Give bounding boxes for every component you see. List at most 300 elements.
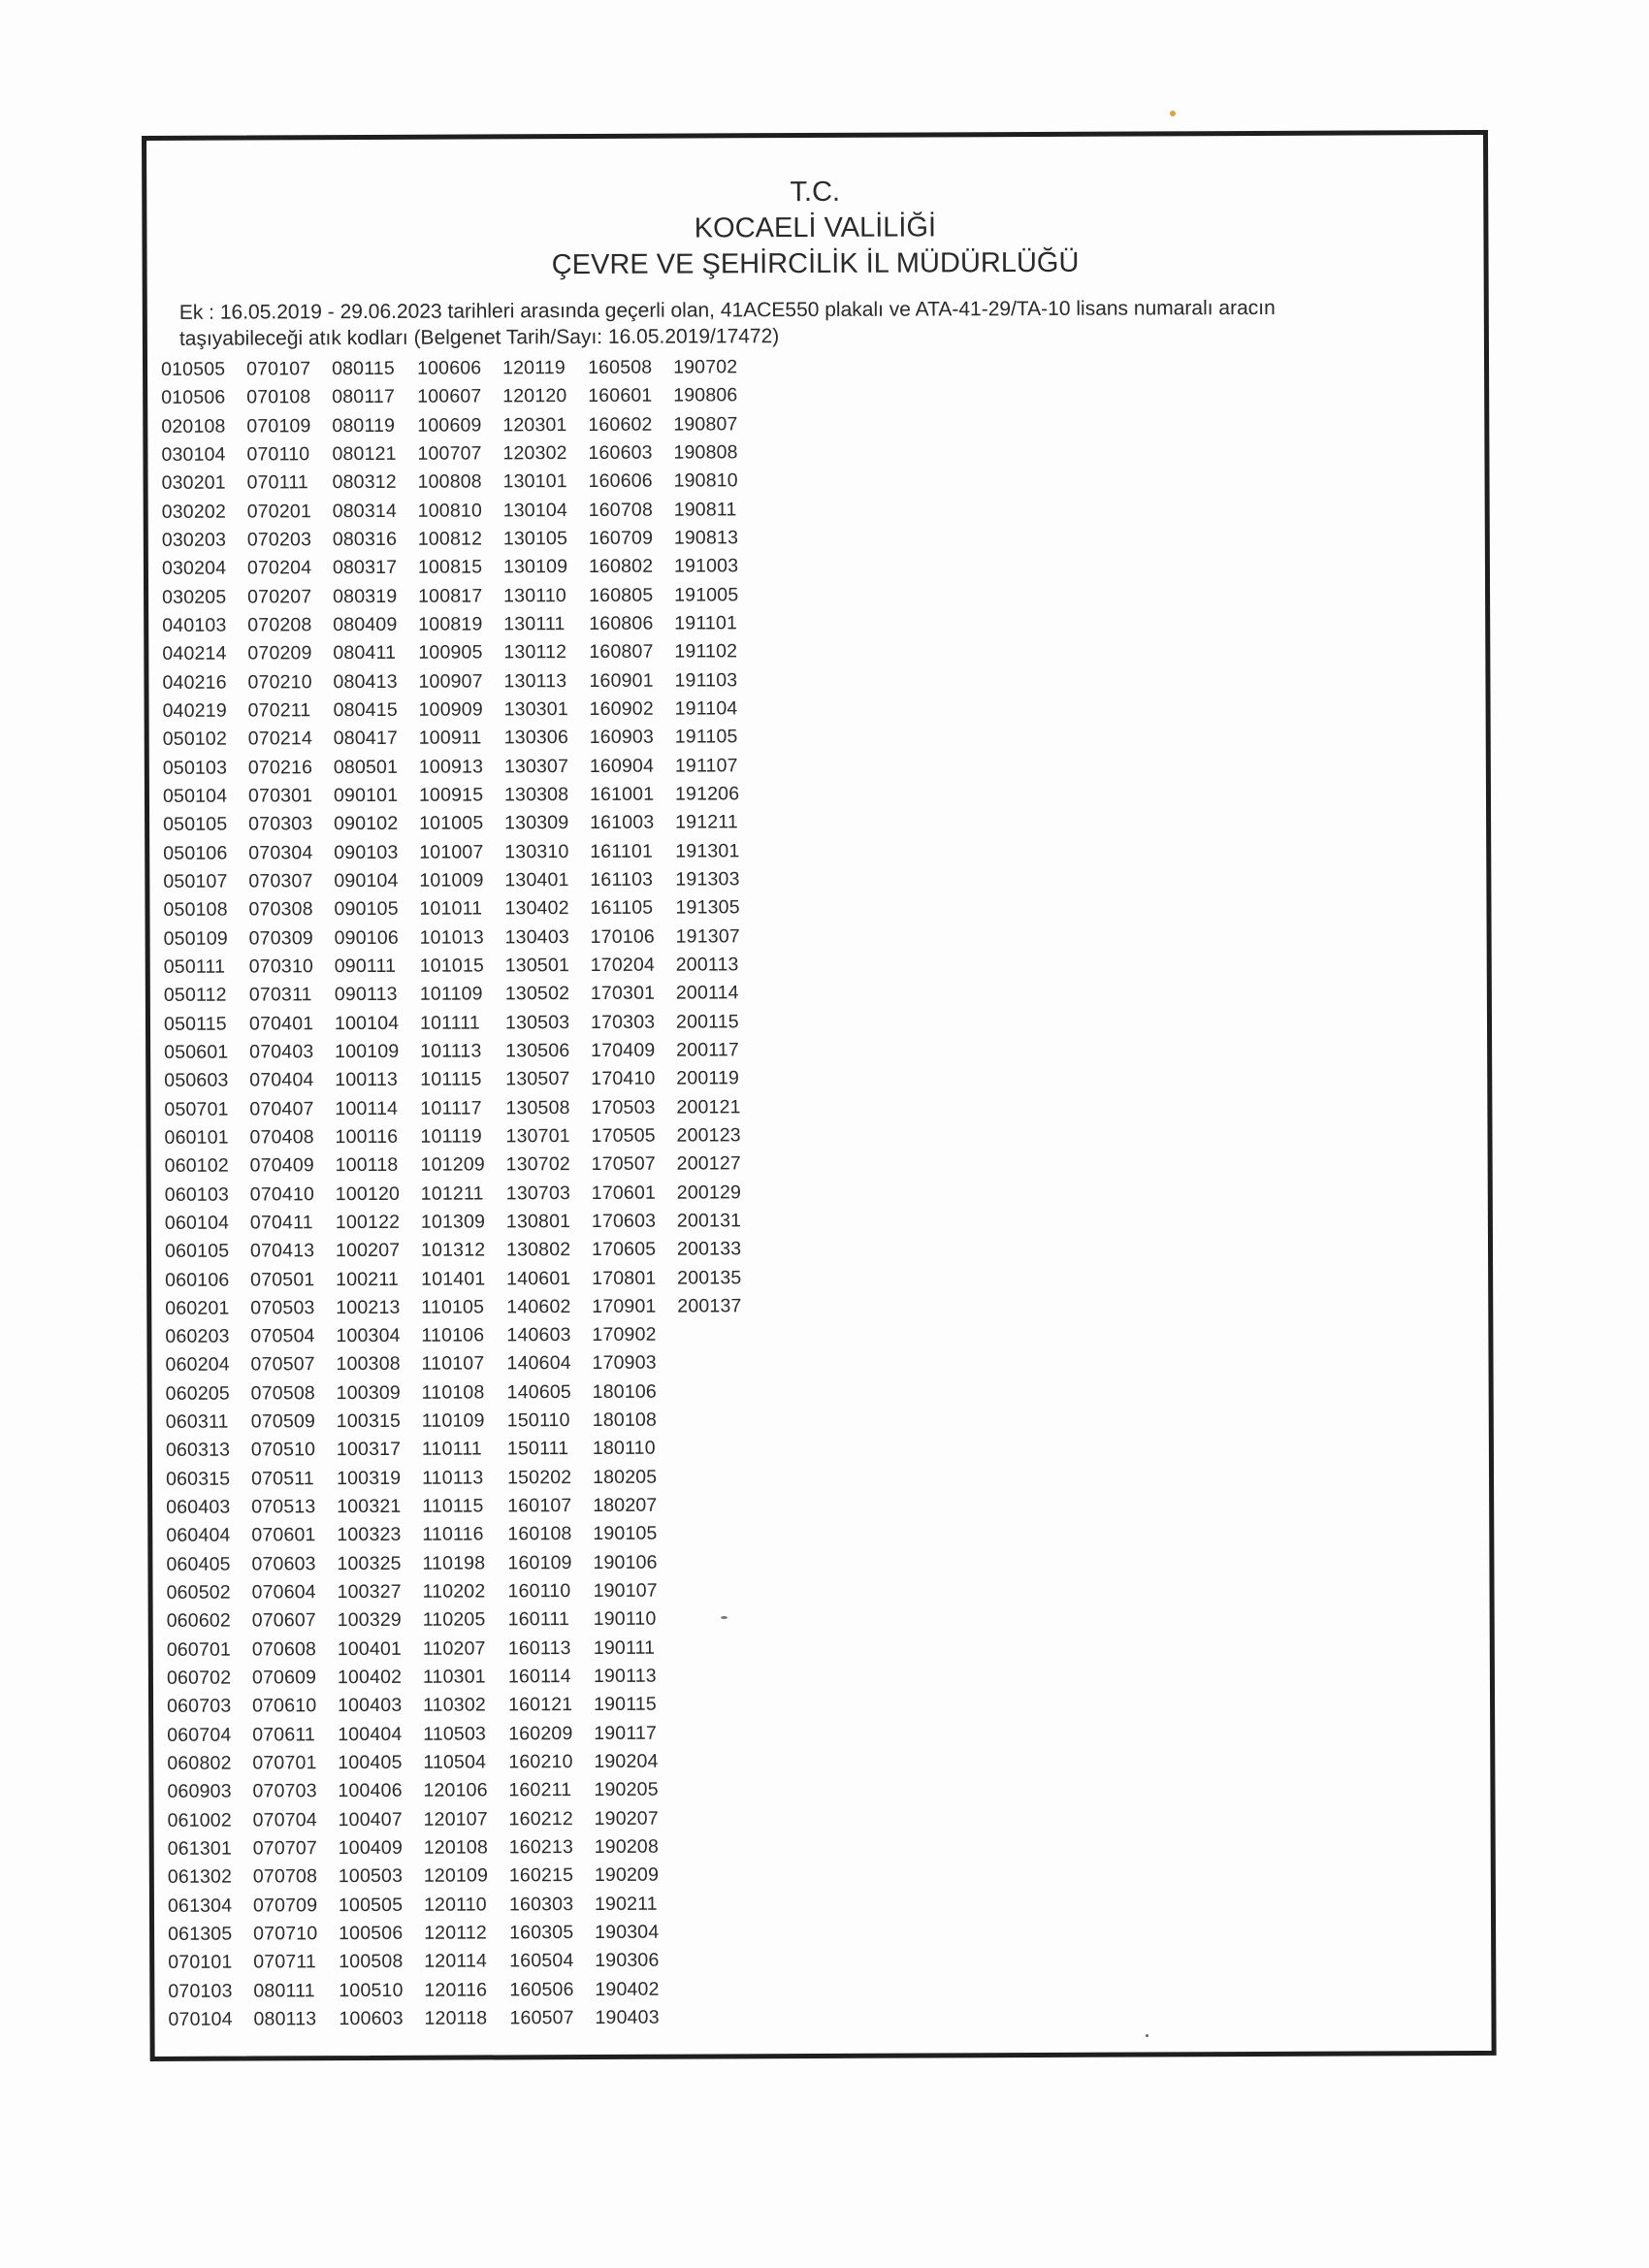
waste-code: 090101 bbox=[333, 784, 399, 807]
intro-line-2: taşıyabileceği atık kodları (Belgenet Tarih/Sayı: 16.05.2019/17472) bbox=[178, 325, 780, 350]
waste-code: 160108 bbox=[507, 1523, 572, 1545]
waste-code: 170507 bbox=[591, 1152, 656, 1176]
waste-code: 110105 bbox=[421, 1296, 485, 1318]
waste-code: 090111 bbox=[334, 955, 397, 978]
waste-code: 140601 bbox=[506, 1267, 571, 1289]
waste-code: 100325 bbox=[337, 1552, 402, 1574]
waste-code: 130702 bbox=[505, 1153, 570, 1176]
waste-code: 170902 bbox=[592, 1323, 657, 1346]
waste-code: 190106 bbox=[593, 1551, 658, 1573]
waste-code: 100505 bbox=[338, 1894, 404, 1916]
waste-code: 100323 bbox=[337, 1524, 402, 1546]
waste-code: 100915 bbox=[418, 784, 484, 806]
waste-code: 130309 bbox=[504, 812, 569, 834]
waste-code: 200133 bbox=[676, 1238, 742, 1260]
waste-code-table bbox=[161, 353, 766, 2034]
waste-code: 200135 bbox=[677, 1266, 742, 1289]
waste-code: 080117 bbox=[332, 386, 396, 408]
waste-code: 160215 bbox=[508, 1864, 574, 1887]
waste-code: 170605 bbox=[591, 1238, 657, 1261]
waste-code: 160709 bbox=[588, 527, 654, 549]
waste-code: 080121 bbox=[332, 442, 397, 466]
waste-code: 170505 bbox=[591, 1124, 656, 1147]
waste-code: 100506 bbox=[339, 1922, 404, 1945]
waste-code: 160901 bbox=[589, 669, 654, 692]
waste-code: 130403 bbox=[504, 925, 569, 948]
waste-code: 160903 bbox=[589, 726, 655, 749]
waste-code: 100510 bbox=[339, 1979, 404, 2001]
waste-code: 100607 bbox=[417, 385, 482, 408]
waste-code: 070709 bbox=[252, 1894, 318, 1917]
waste-code: 100329 bbox=[337, 1609, 403, 1632]
waste-code: 190811 bbox=[673, 498, 737, 521]
waste-code: 190207 bbox=[594, 1807, 659, 1830]
waste-code: 200137 bbox=[677, 1295, 742, 1317]
waste-code: 070511 bbox=[250, 1468, 314, 1490]
waste-code: 050104 bbox=[162, 785, 228, 807]
waste-code: 130301 bbox=[503, 698, 568, 721]
waste-code: 110202 bbox=[422, 1580, 486, 1603]
waste-code: 130801 bbox=[505, 1210, 571, 1233]
waste-code: 080314 bbox=[332, 500, 398, 522]
waste-code: 070508 bbox=[250, 1382, 315, 1405]
waste-code: 010505 bbox=[161, 358, 226, 380]
waste-code: 080312 bbox=[332, 471, 397, 494]
code-column bbox=[502, 354, 596, 2033]
waste-code: 050701 bbox=[164, 1098, 229, 1120]
waste-code: 140602 bbox=[506, 1295, 571, 1318]
waste-code: 200119 bbox=[676, 1067, 740, 1089]
waste-code: 060602 bbox=[166, 1610, 232, 1633]
waste-code: 070208 bbox=[247, 614, 312, 636]
waste-code: 120106 bbox=[423, 1779, 488, 1802]
waste-code: 050106 bbox=[163, 842, 228, 864]
waste-code: 100113 bbox=[335, 1069, 399, 1091]
waste-code: 130503 bbox=[504, 1011, 570, 1033]
waste-code: 130401 bbox=[504, 868, 569, 891]
waste-code: 100321 bbox=[337, 1495, 402, 1518]
waste-code: 080409 bbox=[333, 613, 398, 636]
waste-code: 110109 bbox=[421, 1409, 485, 1432]
waste-code: 100327 bbox=[337, 1580, 402, 1604]
waste-code: 070609 bbox=[251, 1667, 317, 1689]
waste-code: 160507 bbox=[509, 2007, 574, 2029]
waste-code: 070409 bbox=[249, 1154, 314, 1177]
waste-code: 060311 bbox=[165, 1410, 229, 1434]
waste-code: 080119 bbox=[332, 414, 396, 437]
intro-text bbox=[179, 294, 1470, 352]
waste-code: 100808 bbox=[417, 470, 482, 494]
intro-line-1: Ek : 16.05.2019 - 29.06.2023 tarihleri arasında geçerli olan, 41ACE550 plakalı ve ATA-41-29/TA-10 lisans numaralı aracın bbox=[178, 296, 1276, 324]
code-column bbox=[673, 353, 766, 2032]
waste-code: 070410 bbox=[249, 1183, 315, 1206]
waste-code: 060502 bbox=[166, 1581, 231, 1604]
waste-code: 070507 bbox=[250, 1353, 315, 1377]
waste-code: 090103 bbox=[334, 841, 399, 863]
waste-code: 061304 bbox=[167, 1895, 233, 1917]
waste-code: 080415 bbox=[333, 698, 398, 722]
waste-code: 101117 bbox=[420, 1097, 482, 1119]
waste-code: 160211 bbox=[508, 1779, 572, 1801]
waste-code: 120302 bbox=[502, 442, 567, 465]
waste-code: 100812 bbox=[417, 528, 483, 550]
waste-code: 050115 bbox=[163, 1013, 227, 1035]
waste-code: 130701 bbox=[505, 1124, 570, 1148]
waste-code: 040219 bbox=[162, 699, 227, 722]
waste-code: 060403 bbox=[166, 1496, 231, 1519]
waste-code: 040214 bbox=[162, 642, 227, 665]
waste-code: 120119 bbox=[502, 357, 566, 379]
waste-code: 070204 bbox=[246, 557, 312, 579]
waste-code: 191005 bbox=[674, 583, 739, 606]
waste-code: 190117 bbox=[594, 1722, 658, 1744]
waste-code: 120301 bbox=[502, 413, 567, 437]
waste-code: 130310 bbox=[504, 840, 569, 862]
waste-code: 120118 bbox=[424, 2007, 488, 2029]
waste-code: 130802 bbox=[505, 1239, 571, 1261]
waste-code: 061305 bbox=[168, 1923, 233, 1945]
waste-code: 020108 bbox=[161, 415, 226, 437]
code-column bbox=[246, 355, 340, 2034]
waste-code: 191303 bbox=[675, 868, 740, 891]
waste-code: 060106 bbox=[165, 1269, 230, 1291]
waste-code: 100707 bbox=[417, 442, 482, 465]
waste-code: 130111 bbox=[503, 613, 566, 635]
waste-code: 060702 bbox=[166, 1667, 232, 1689]
waste-code: 050102 bbox=[162, 728, 228, 751]
waste-code: 070413 bbox=[249, 1240, 315, 1262]
waste-code: 070701 bbox=[252, 1752, 317, 1774]
waste-code: 101119 bbox=[420, 1125, 482, 1148]
waste-code: 100317 bbox=[336, 1439, 402, 1461]
waste-code: 060703 bbox=[167, 1696, 232, 1718]
waste-code: 090113 bbox=[334, 984, 398, 1006]
waste-code: 070503 bbox=[250, 1297, 315, 1319]
waste-code: 070101 bbox=[168, 1951, 233, 1974]
waste-code: 110106 bbox=[421, 1324, 485, 1346]
waste-code: 030205 bbox=[162, 586, 227, 608]
waste-code: 070601 bbox=[251, 1524, 316, 1546]
waste-code: 150202 bbox=[506, 1466, 572, 1489]
waste-code: 100911 bbox=[418, 727, 482, 750]
waste-code: 070104 bbox=[168, 2008, 233, 2030]
waste-code: 070304 bbox=[248, 841, 313, 864]
waste-code: 070610 bbox=[252, 1695, 317, 1717]
waste-code: 110107 bbox=[421, 1352, 485, 1376]
waste-code: 170410 bbox=[591, 1067, 656, 1090]
waste-code: 161003 bbox=[590, 811, 655, 834]
waste-code: 180205 bbox=[592, 1466, 658, 1488]
waste-code: 191307 bbox=[675, 924, 740, 948]
waste-code: 130306 bbox=[503, 727, 569, 749]
waste-code: 160121 bbox=[508, 1694, 573, 1716]
waste-code: 050105 bbox=[163, 813, 228, 836]
waste-code: 060405 bbox=[166, 1553, 231, 1575]
code-column bbox=[588, 354, 681, 2033]
waste-code: 100609 bbox=[417, 414, 482, 437]
waste-code: 200114 bbox=[675, 982, 739, 1004]
waste-code: 200123 bbox=[676, 1124, 741, 1147]
waste-code: 070707 bbox=[252, 1837, 318, 1860]
waste-code: 110205 bbox=[422, 1608, 486, 1632]
waste-code: 100315 bbox=[336, 1409, 402, 1433]
waste-code: 060104 bbox=[164, 1212, 230, 1234]
waste-code: 060802 bbox=[167, 1752, 232, 1774]
waste-code: 100404 bbox=[338, 1723, 403, 1745]
waste-code: 100508 bbox=[339, 1951, 404, 1973]
waste-code: 070110 bbox=[246, 443, 310, 466]
waste-code: 101005 bbox=[419, 812, 484, 835]
waste-code: 130402 bbox=[504, 897, 569, 920]
waste-code: 160904 bbox=[589, 755, 655, 777]
waste-code: 050111 bbox=[163, 956, 226, 978]
waste-code: 101115 bbox=[420, 1068, 482, 1090]
waste-code: 191104 bbox=[674, 697, 738, 720]
waste-code: 070604 bbox=[251, 1581, 316, 1604]
waste-code: 070108 bbox=[246, 386, 311, 408]
waste-code: 150110 bbox=[506, 1409, 570, 1432]
waste-code: 060201 bbox=[165, 1297, 230, 1319]
waste-code: 060102 bbox=[164, 1154, 229, 1178]
waste-code: 130104 bbox=[502, 499, 568, 522]
waste-code: 100319 bbox=[336, 1467, 402, 1489]
waste-code: 100406 bbox=[338, 1780, 403, 1802]
waste-code: 100407 bbox=[338, 1808, 403, 1831]
waste-code: 070207 bbox=[247, 585, 312, 608]
waste-code: 130506 bbox=[505, 1039, 570, 1062]
waste-code: 170901 bbox=[592, 1295, 657, 1317]
waste-code: 080319 bbox=[333, 585, 398, 607]
code-column bbox=[332, 355, 425, 2034]
waste-code: 070404 bbox=[249, 1069, 314, 1091]
waste-code: 160807 bbox=[589, 640, 654, 664]
waste-code: 100819 bbox=[418, 613, 483, 635]
waste-code: 100815 bbox=[417, 556, 483, 579]
waste-code: 060204 bbox=[165, 1354, 230, 1377]
document-frame bbox=[142, 130, 1497, 2061]
waste-code: 100907 bbox=[418, 670, 483, 693]
waste-code: 120112 bbox=[424, 1922, 487, 1944]
waste-code: 161105 bbox=[590, 896, 654, 920]
waste-code: 101111 bbox=[419, 1012, 480, 1034]
waste-code: 070203 bbox=[246, 529, 312, 551]
waste-code: 160114 bbox=[507, 1666, 571, 1688]
waste-code: 180207 bbox=[593, 1494, 658, 1517]
waste-code: 130502 bbox=[504, 983, 570, 1005]
waste-code: 190211 bbox=[594, 1893, 658, 1915]
waste-code: 070210 bbox=[247, 670, 312, 694]
waste-code: 070608 bbox=[251, 1637, 317, 1661]
waste-code: 030104 bbox=[161, 443, 226, 466]
waste-code: 090105 bbox=[334, 898, 399, 921]
waste-code: 130507 bbox=[505, 1068, 570, 1090]
waste-code: 070307 bbox=[248, 870, 313, 892]
waste-code: 110301 bbox=[422, 1666, 486, 1688]
waste-code: 080111 bbox=[253, 1979, 315, 2002]
waste-code: 080501 bbox=[333, 756, 399, 778]
waste-code: 010506 bbox=[161, 386, 226, 409]
waste-code: 191101 bbox=[674, 612, 738, 634]
waste-code: 030203 bbox=[161, 529, 227, 551]
waste-code: 160508 bbox=[587, 356, 653, 378]
waste-code: 090106 bbox=[334, 926, 399, 949]
waste-code: 101312 bbox=[420, 1239, 486, 1261]
waste-code: 040216 bbox=[162, 671, 227, 694]
waste-code: 190111 bbox=[593, 1636, 656, 1659]
waste-code: 120108 bbox=[423, 1836, 489, 1859]
waste-code: 080417 bbox=[333, 728, 399, 750]
scan-speck bbox=[1146, 2034, 1148, 2037]
waste-code: 130307 bbox=[503, 755, 569, 777]
waste-code: 160506 bbox=[509, 1978, 574, 2001]
waste-code: 070303 bbox=[248, 813, 313, 835]
waste-code: 110108 bbox=[421, 1381, 485, 1404]
waste-code: 190208 bbox=[594, 1835, 660, 1859]
waste-code: 110111 bbox=[421, 1438, 482, 1461]
waste-code: 100503 bbox=[338, 1865, 404, 1888]
waste-code: 070111 bbox=[246, 471, 309, 494]
waste-code: 191102 bbox=[674, 640, 738, 663]
waste-code: 170301 bbox=[590, 982, 656, 1005]
waste-code: 070703 bbox=[252, 1780, 317, 1802]
waste-code: 050601 bbox=[164, 1041, 229, 1063]
waste-code: 130110 bbox=[503, 584, 566, 607]
waste-code: 100109 bbox=[335, 1040, 400, 1063]
waste-code: 060205 bbox=[165, 1382, 230, 1405]
waste-code: 101309 bbox=[420, 1211, 486, 1233]
waste-code: 150111 bbox=[506, 1438, 569, 1460]
waste-code: 160602 bbox=[588, 413, 653, 436]
waste-code: 090102 bbox=[334, 813, 399, 835]
waste-code: 200131 bbox=[676, 1210, 742, 1232]
waste-code: 060701 bbox=[166, 1638, 232, 1661]
waste-code: 191211 bbox=[675, 811, 738, 833]
waste-code: 160107 bbox=[507, 1495, 572, 1517]
waste-code: 100603 bbox=[339, 2007, 404, 2030]
waste-code: 100913 bbox=[418, 756, 484, 778]
waste-code: 070603 bbox=[251, 1553, 316, 1575]
waste-code: 101209 bbox=[420, 1153, 485, 1176]
waste-code: 100122 bbox=[335, 1211, 401, 1233]
waste-code: 070216 bbox=[247, 756, 313, 779]
waste-code: 110504 bbox=[423, 1751, 487, 1773]
waste-code: 101011 bbox=[419, 897, 483, 920]
waste-code: 140605 bbox=[506, 1380, 571, 1404]
waste-code: 130113 bbox=[503, 669, 567, 692]
header-directorate: ÇEVRE VE ŞEHİRCİLİK İL MÜDÜRLÜĞÜ bbox=[551, 246, 1080, 281]
waste-code: 190115 bbox=[594, 1694, 657, 1716]
waste-code: 100304 bbox=[336, 1325, 401, 1347]
code-column bbox=[417, 354, 510, 2033]
document-header bbox=[146, 172, 1483, 285]
waste-code: 190807 bbox=[673, 412, 738, 436]
waste-code: 080316 bbox=[332, 528, 398, 551]
waste-code: 160213 bbox=[508, 1836, 574, 1859]
waste-code: 061301 bbox=[167, 1837, 233, 1860]
waste-code: 080317 bbox=[332, 557, 398, 579]
waste-code: 060313 bbox=[165, 1440, 231, 1462]
waste-code: 101009 bbox=[419, 869, 484, 891]
scan-speck bbox=[1170, 111, 1176, 116]
waste-code: 140603 bbox=[506, 1324, 571, 1346]
waste-code: 140604 bbox=[506, 1352, 571, 1375]
waste-code: 190204 bbox=[594, 1750, 659, 1773]
waste-code: 090104 bbox=[334, 869, 399, 892]
waste-code: 160806 bbox=[589, 612, 654, 634]
waste-code: 050103 bbox=[162, 757, 228, 779]
waste-code: 161001 bbox=[589, 783, 655, 805]
waste-code: 060103 bbox=[164, 1183, 230, 1206]
waste-code: 190806 bbox=[673, 384, 738, 406]
waste-code: 100213 bbox=[336, 1296, 401, 1318]
waste-code: 130109 bbox=[502, 556, 568, 578]
waste-code: 200113 bbox=[675, 954, 739, 976]
waste-code: 200127 bbox=[676, 1152, 741, 1175]
waste-code: 170503 bbox=[591, 1096, 656, 1118]
waste-code: 050109 bbox=[163, 927, 228, 950]
waste-code: 170409 bbox=[591, 1039, 656, 1061]
waste-code: 160504 bbox=[509, 1950, 574, 1972]
header-governorship: KOCAELİ VALİLİĞİ bbox=[694, 211, 937, 244]
waste-code: 061302 bbox=[167, 1866, 233, 1889]
waste-code: 070607 bbox=[251, 1609, 317, 1632]
waste-code: 190402 bbox=[595, 1978, 660, 2000]
waste-code: 070611 bbox=[252, 1723, 316, 1746]
waste-code: 101113 bbox=[420, 1040, 482, 1062]
waste-code: 100810 bbox=[417, 500, 483, 522]
waste-code: 180110 bbox=[592, 1438, 656, 1460]
waste-code: 100104 bbox=[334, 1012, 400, 1034]
waste-code: 110113 bbox=[421, 1467, 484, 1489]
waste-code: 180106 bbox=[592, 1380, 657, 1403]
waste-code: 130308 bbox=[503, 784, 569, 806]
waste-code: 160601 bbox=[588, 385, 653, 407]
waste-code: 100308 bbox=[336, 1353, 401, 1376]
waste-code: 070408 bbox=[249, 1126, 314, 1149]
waste-code: 190403 bbox=[595, 2006, 660, 2029]
waste-code: 100403 bbox=[338, 1695, 403, 1717]
waste-code: 160303 bbox=[508, 1893, 574, 1916]
waste-code: 070214 bbox=[247, 728, 313, 750]
waste-code: 070704 bbox=[252, 1808, 317, 1831]
waste-code: 100309 bbox=[336, 1381, 401, 1404]
waste-code: 130105 bbox=[502, 528, 568, 550]
waste-code: 191003 bbox=[673, 555, 739, 577]
waste-code: 120114 bbox=[424, 1950, 488, 1973]
waste-code: 070308 bbox=[248, 898, 313, 921]
waste-code: 060315 bbox=[165, 1468, 231, 1490]
header-country: T.C. bbox=[790, 176, 841, 209]
waste-code: 170601 bbox=[591, 1182, 657, 1204]
waste-code: 160805 bbox=[589, 584, 654, 606]
waste-code: 160210 bbox=[508, 1751, 573, 1773]
code-column bbox=[161, 356, 254, 2035]
waste-code: 120116 bbox=[424, 1979, 488, 2001]
waste-code: 160305 bbox=[509, 1922, 574, 1944]
waste-code: 130101 bbox=[502, 470, 567, 493]
waste-code: 110302 bbox=[423, 1694, 486, 1717]
waste-code: 200117 bbox=[676, 1039, 739, 1061]
waste-code: 050603 bbox=[164, 1069, 229, 1092]
waste-code: 110207 bbox=[422, 1637, 486, 1660]
waste-code: 070710 bbox=[253, 1923, 318, 1945]
waste-code: 100817 bbox=[418, 585, 483, 607]
waste-code: 070513 bbox=[251, 1496, 316, 1518]
waste-code: 070509 bbox=[250, 1410, 316, 1433]
waste-code: 161103 bbox=[590, 868, 654, 891]
waste-code: 100211 bbox=[336, 1268, 400, 1290]
waste-code: 160113 bbox=[507, 1636, 571, 1660]
